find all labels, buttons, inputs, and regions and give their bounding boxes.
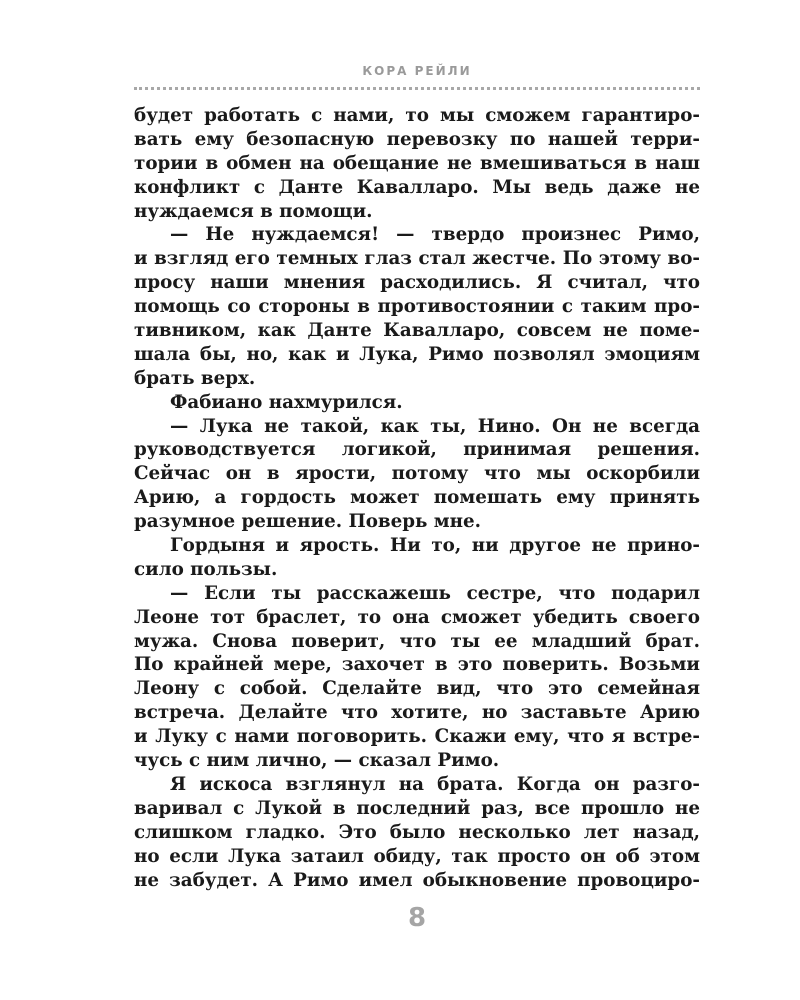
text-line: слишком гладко. Это было несколько лет назад, — [134, 821, 700, 843]
text-line: варивал с Лукой в последний раз, все прошло не — [134, 797, 700, 819]
text-line: Арию, а гордость может помешать ему принять — [134, 487, 700, 509]
text-line: не забудет. А Римо имел обыкновение провоциро- — [134, 869, 700, 891]
text-line: мужа. Снова поверит, что ты ее младший брат. — [134, 630, 700, 652]
text-line: тории в обмен на обещание не вмешиваться в наш — [134, 152, 700, 174]
text-line: Гордыня и ярость. Ни то, ни другое не прино- — [170, 535, 700, 557]
text-line: — Не нуждаемся! — твердо произнес Римо, — [170, 224, 700, 246]
text-line: тивником, как Данте Кавалларо, совсем не поме- — [134, 320, 700, 342]
text-line: встреча. Делайте что хотите, но заставьте Арию — [134, 702, 700, 724]
text-line: нуждаемся в помощи. — [134, 200, 373, 222]
text-line: будет работать с нами, то мы сможем гарантиро- — [134, 105, 700, 126]
text-line: брать верх. — [134, 367, 256, 389]
text-line: помощь со стороны в противостоянии с таким про- — [134, 296, 700, 318]
text-line: — Лука не такой, как ты, Нино. Он не всегда — [170, 415, 700, 437]
text-line: Я искоса взглянул на брата. Когда он разго- — [170, 773, 700, 795]
text-line: сило пользы. — [134, 558, 278, 580]
text-line: и взгляд его темных глаз стал жестче. По этому во- — [134, 248, 700, 270]
text-line: Сейчас он в ярости, потому что мы оскорбили — [134, 463, 700, 485]
text-line: Леоне тот браслет, то она сможет убедить своего — [134, 606, 700, 628]
text-line: руководствуется логикой, принимая решения. — [134, 439, 700, 461]
text-line: но если Лука затаил обиду, так просто он об этом — [134, 845, 700, 867]
text-line: разумное решение. Поверь мне. — [134, 511, 482, 533]
text-line: шала бы, но, как и Лука, Римо позволял эмоциям — [134, 343, 700, 365]
page-number: 8 — [407, 903, 427, 933]
running-head: КОРА РЕЙЛИ — [362, 64, 472, 78]
text-line: — Если ты расскажешь сестре, что подарил — [170, 582, 700, 604]
text-line: и Луку с нами поговорить. Скажи ему, что я встре- — [134, 726, 700, 748]
text-line: конфликт с Данте Кавалларо. Мы ведь даже не — [134, 176, 700, 198]
header-dotted-rule — [134, 87, 700, 90]
text-line: По крайней мере, захочет в это поверить. Возьми — [134, 654, 700, 676]
text-line: вать ему безопасную перевозку по нашей терри- — [134, 128, 700, 150]
text-line: чусь с ним лично, — сказал Римо. — [134, 750, 500, 772]
body-text — [134, 104, 700, 892]
text-line: просу наши мнения расходились. Я считал, что — [134, 272, 700, 294]
text-line: Фабиано нахмурился. — [170, 391, 403, 413]
text-line: Леону с собой. Сделайте вид, что это семейная — [134, 678, 700, 700]
